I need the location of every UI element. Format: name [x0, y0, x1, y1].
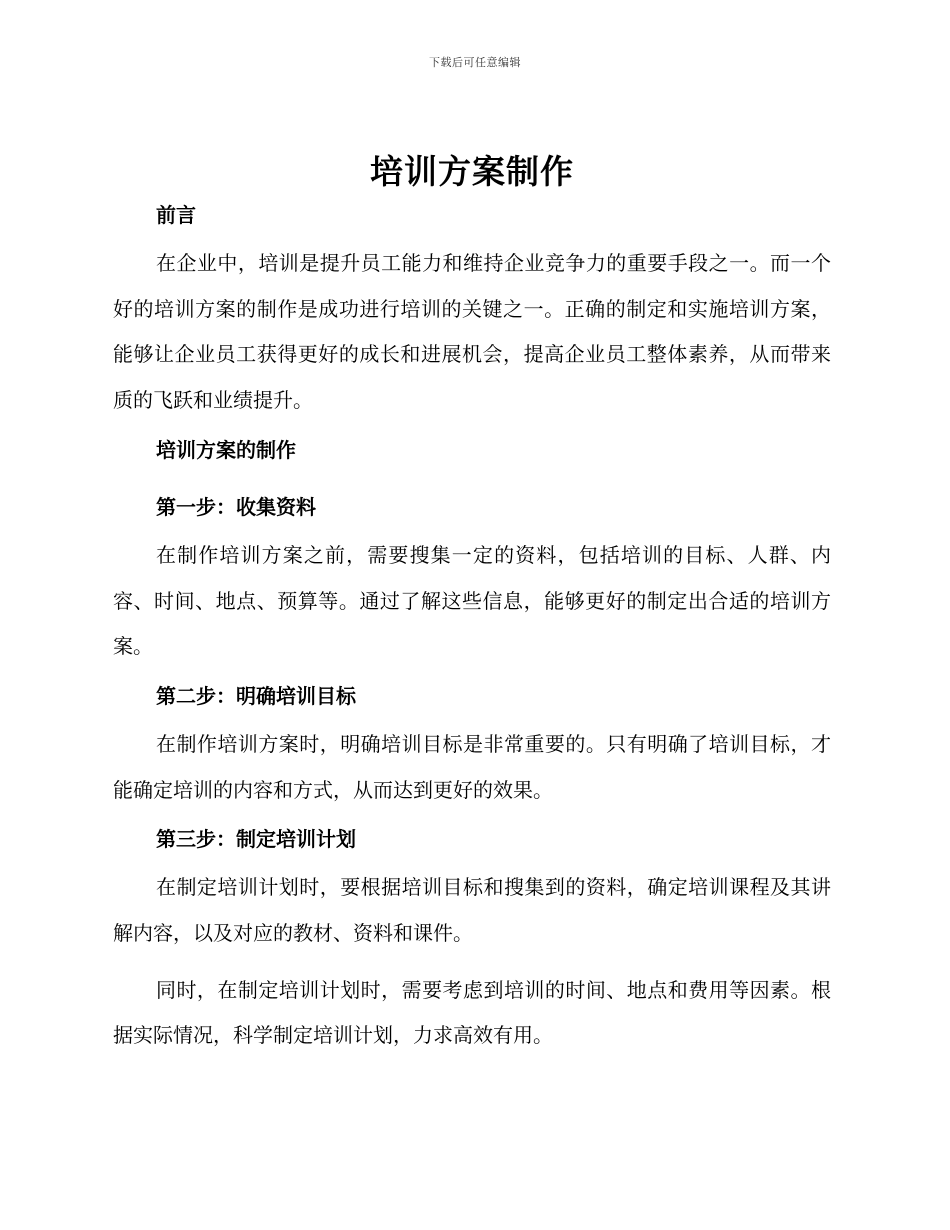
step2-heading: 第二步：明确培训目标 — [156, 683, 356, 708]
step3-paragraph-1: 在制定培训计划时，要根据培训目标和搜集到的资料，确定培训课程及其讲解内容，以及对应的教材、资料和课件。 — [113, 875, 831, 946]
step2-paragraph: 在制作培训方案时，明确培训目标是非常重要的。只有明确了培训目标，才能确定培训的内容和方式，从而达到更好的效果。 — [113, 731, 831, 802]
step1-heading: 第一步：收集资料 — [156, 494, 316, 519]
preface-paragraph: 在企业中，培训是提升员工能力和维持企业竞争力的重要手段之一。而一个好的培训方案的制作是成功进行培训的关键之一。正确的制定和实施培训方案，能够让企业员工获得更好的成长和进展机会，提高企业员工整体素养，从而带来质的飞跃和业绩提升。 — [113, 251, 831, 413]
document-body — [113, 148, 831, 1059]
step3-paragraph-2: 同时，在制定培训计划时，需要考虑到培训的时间、地点和费用等因素。根据实际情况，科学制定培训计划，力求高效有用。 — [113, 977, 831, 1048]
step3-heading: 第三步：制定培训计划 — [156, 827, 356, 852]
making-heading: 培训方案的制作 — [156, 437, 296, 462]
step1-paragraph: 在制作培训方案之前，需要搜集一定的资料，包括培训的目标、人群、内容、时间、地点、预算等。通过了解这些信息，能够更好的制定出合适的培训方案。 — [113, 542, 831, 659]
header-note: 下载后可任意编辑 — [429, 56, 521, 69]
document-title: 培训方案制作 — [370, 152, 574, 191]
preface-heading: 前言 — [156, 203, 196, 227]
